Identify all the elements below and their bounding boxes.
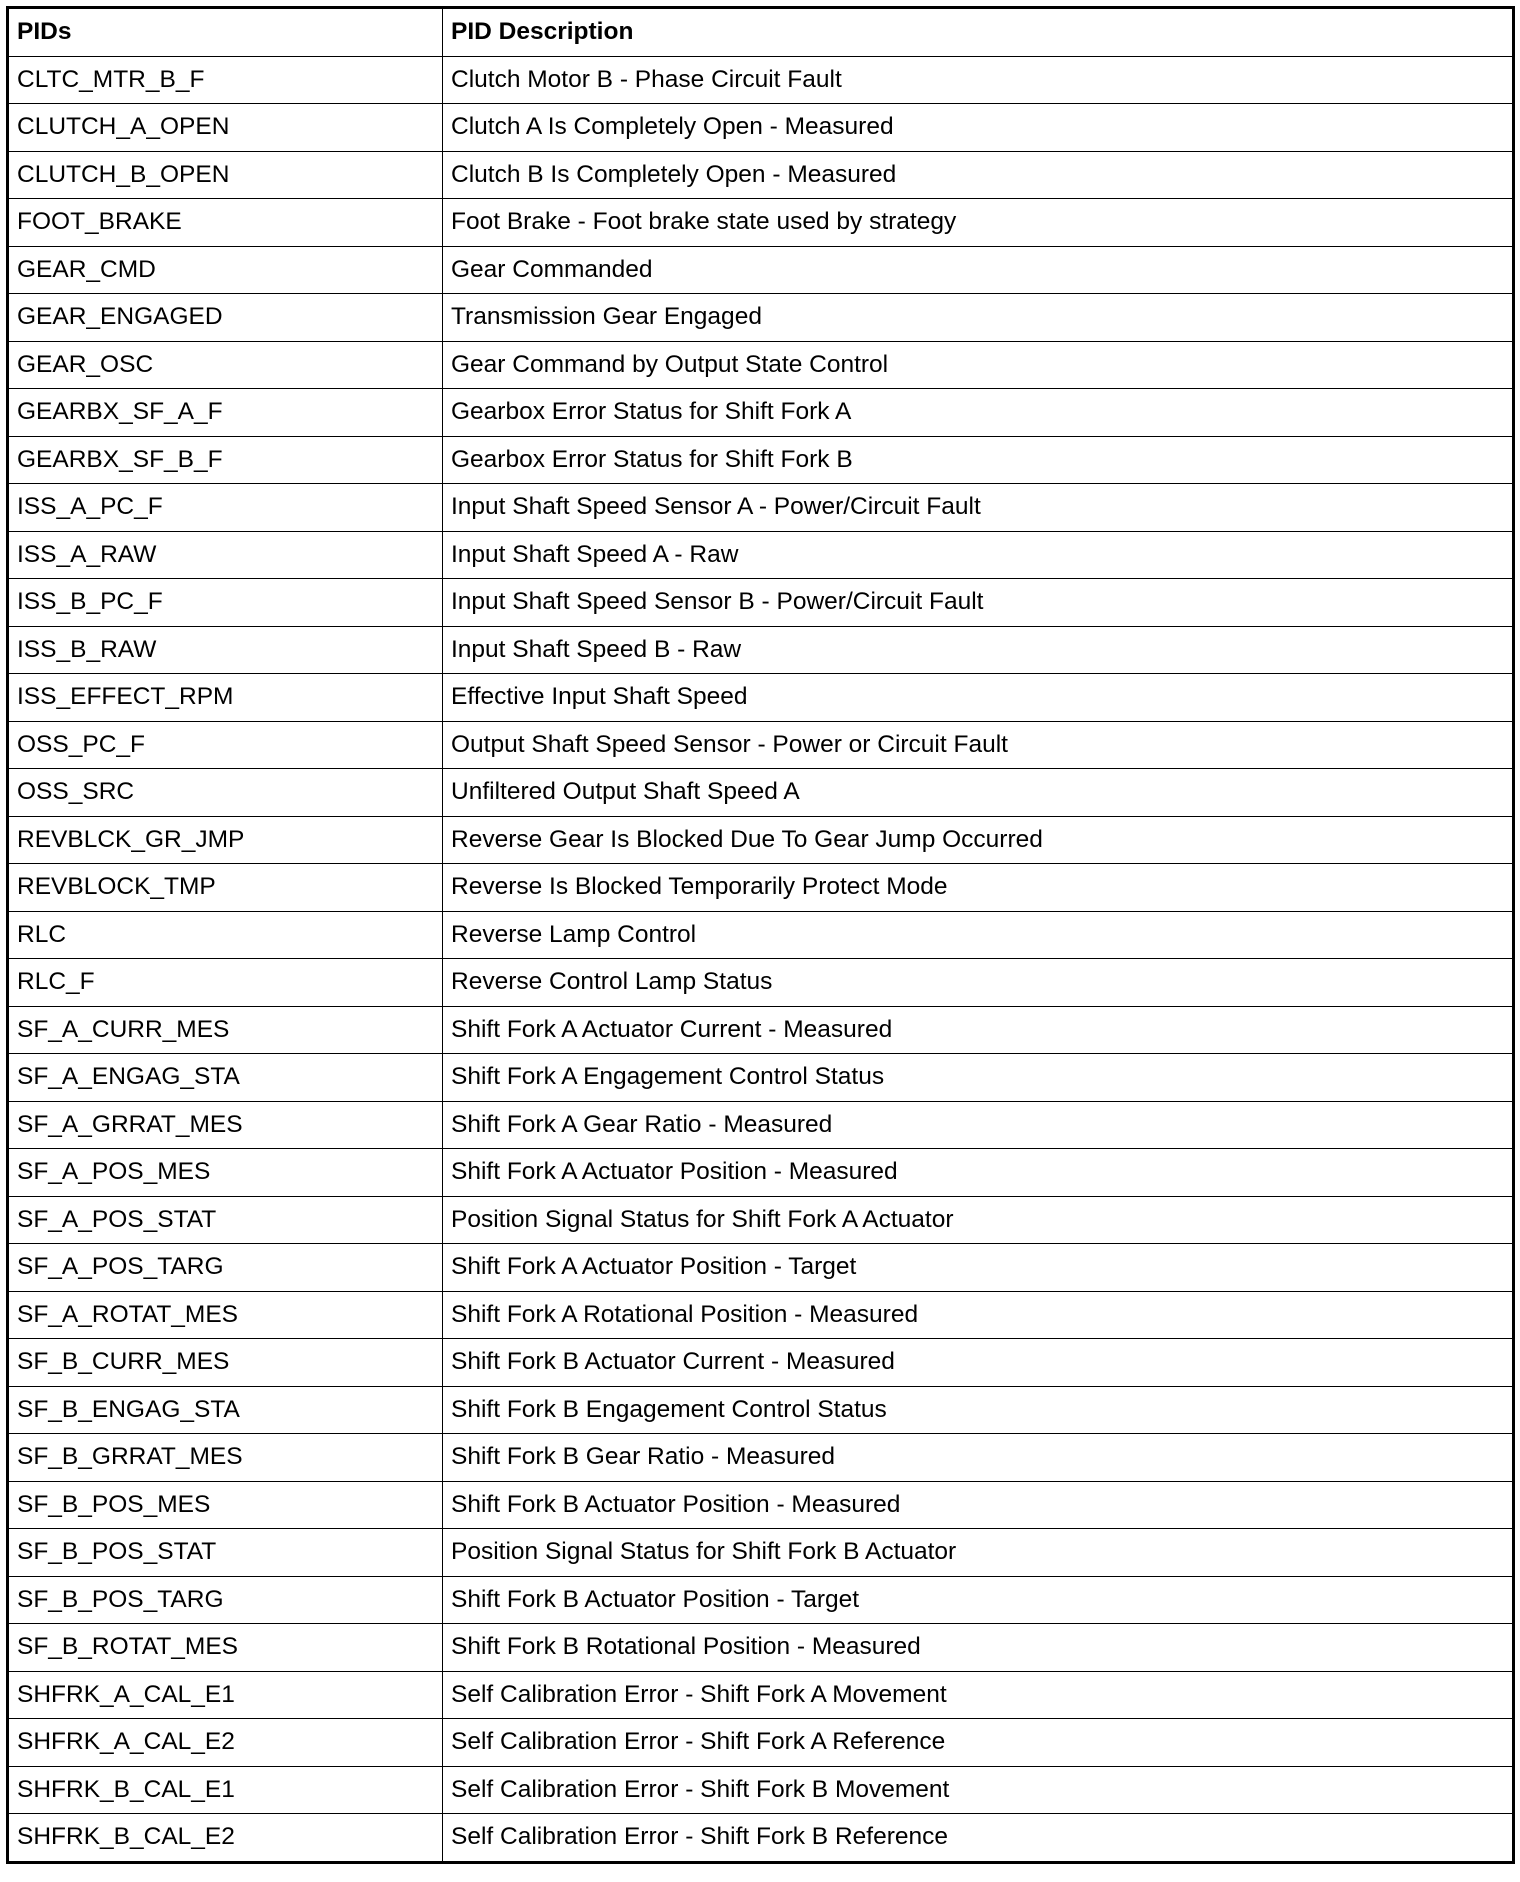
pid-description-cell: Foot Brake - Foot brake state used by strategy xyxy=(443,199,1514,247)
pid-description-cell: Input Shaft Speed A - Raw xyxy=(443,531,1514,579)
pid-description-cell: Transmission Gear Engaged xyxy=(443,294,1514,342)
pid-description-cell: Clutch A Is Completely Open - Measured xyxy=(443,104,1514,152)
pid-cell: SF_B_POS_STAT xyxy=(8,1529,443,1577)
table-body xyxy=(8,56,1514,1862)
table-row xyxy=(8,484,1514,532)
pid-description-cell: Shift Fork B Actuator Position - Measured xyxy=(443,1481,1514,1529)
table-row xyxy=(8,721,1514,769)
pid-cell: CLTC_MTR_B_F xyxy=(8,56,443,104)
pid-cell: SHFRK_A_CAL_E1 xyxy=(8,1671,443,1719)
pid-cell: SF_B_ROTAT_MES xyxy=(8,1624,443,1672)
pid-description-cell: Shift Fork A Gear Ratio - Measured xyxy=(443,1101,1514,1149)
table-row xyxy=(8,626,1514,674)
pid-cell: GEARBX_SF_B_F xyxy=(8,436,443,484)
pid-description-cell: Self Calibration Error - Shift Fork A Reference xyxy=(443,1719,1514,1767)
table-row xyxy=(8,1006,1514,1054)
pid-cell: SF_A_POS_MES xyxy=(8,1149,443,1197)
table-row xyxy=(8,104,1514,152)
pid-cell: SHFRK_A_CAL_E2 xyxy=(8,1719,443,1767)
pid-description-cell: Shift Fork B Actuator Current - Measured xyxy=(443,1339,1514,1387)
table-row xyxy=(8,959,1514,1007)
table-row xyxy=(8,579,1514,627)
table-row xyxy=(8,1054,1514,1102)
pid-cell: ISS_EFFECT_RPM xyxy=(8,674,443,722)
pid-cell: GEAR_ENGAGED xyxy=(8,294,443,342)
pid-description-cell: Input Shaft Speed Sensor B - Power/Circuit Fault xyxy=(443,579,1514,627)
pid-cell: GEARBX_SF_A_F xyxy=(8,389,443,437)
pid-description-cell: Shift Fork B Gear Ratio - Measured xyxy=(443,1434,1514,1482)
table-row xyxy=(8,151,1514,199)
table-row xyxy=(8,1529,1514,1577)
pid-description-cell: Input Shaft Speed B - Raw xyxy=(443,626,1514,674)
table-row xyxy=(8,1434,1514,1482)
pid-cell: GEAR_OSC xyxy=(8,341,443,389)
pid-description-cell: Output Shaft Speed Sensor - Power or Circuit Fault xyxy=(443,721,1514,769)
pid-description-cell: Reverse Gear Is Blocked Due To Gear Jump Occurred xyxy=(443,816,1514,864)
table-row xyxy=(8,1244,1514,1292)
table-row xyxy=(8,341,1514,389)
pid-description-cell: Gear Command by Output State Control xyxy=(443,341,1514,389)
table-row xyxy=(8,674,1514,722)
pid-description-cell: Shift Fork A Rotational Position - Measured xyxy=(443,1291,1514,1339)
table-row xyxy=(8,1386,1514,1434)
pid-description-cell: Unfiltered Output Shaft Speed A xyxy=(443,769,1514,817)
pid-cell: SF_B_POS_TARG xyxy=(8,1576,443,1624)
pid-description-cell: Effective Input Shaft Speed xyxy=(443,674,1514,722)
pid-cell: FOOT_BRAKE xyxy=(8,199,443,247)
table-row xyxy=(8,1481,1514,1529)
pid-description-cell: Shift Fork A Engagement Control Status xyxy=(443,1054,1514,1102)
pid-description-cell: Reverse Is Blocked Temporarily Protect Mode xyxy=(443,864,1514,912)
table-row xyxy=(8,294,1514,342)
pid-description-cell: Shift Fork B Rotational Position - Measured xyxy=(443,1624,1514,1672)
table-row xyxy=(8,816,1514,864)
pid-cell: SF_B_GRRAT_MES xyxy=(8,1434,443,1482)
table-row xyxy=(8,531,1514,579)
pid-cell: SF_A_POS_TARG xyxy=(8,1244,443,1292)
table-row xyxy=(8,1624,1514,1672)
pid-cell: CLUTCH_B_OPEN xyxy=(8,151,443,199)
pid-description-cell: Reverse Lamp Control xyxy=(443,911,1514,959)
pid-cell: ISS_B_PC_F xyxy=(8,579,443,627)
pid-description-cell: Shift Fork A Actuator Current - Measured xyxy=(443,1006,1514,1054)
table-row xyxy=(8,436,1514,484)
pid-cell: ISS_A_PC_F xyxy=(8,484,443,532)
table-row xyxy=(8,1766,1514,1814)
table-row xyxy=(8,1196,1514,1244)
table-row xyxy=(8,1339,1514,1387)
pid-cell: OSS_SRC xyxy=(8,769,443,817)
pid-description-cell: Shift Fork A Actuator Position - Measured xyxy=(443,1149,1514,1197)
pid-description-cell: Input Shaft Speed Sensor A - Power/Circuit Fault xyxy=(443,484,1514,532)
pid-description-cell: Self Calibration Error - Shift Fork B Movement xyxy=(443,1766,1514,1814)
table-row xyxy=(8,1671,1514,1719)
pid-description-cell: Shift Fork B Actuator Position - Target xyxy=(443,1576,1514,1624)
pid-description-cell: Clutch Motor B - Phase Circuit Fault xyxy=(443,56,1514,104)
table-row xyxy=(8,56,1514,104)
pid-cell: SF_A_ENGAG_STA xyxy=(8,1054,443,1102)
table-row xyxy=(8,1576,1514,1624)
pid-description-cell: Shift Fork A Actuator Position - Target xyxy=(443,1244,1514,1292)
pid-cell: RLC xyxy=(8,911,443,959)
pid-cell: SF_A_GRRAT_MES xyxy=(8,1101,443,1149)
table-row xyxy=(8,1291,1514,1339)
table-row xyxy=(8,1101,1514,1149)
pid-cell: SF_B_CURR_MES xyxy=(8,1339,443,1387)
pid-cell: SF_B_ENGAG_STA xyxy=(8,1386,443,1434)
pid-description-cell: Shift Fork B Engagement Control Status xyxy=(443,1386,1514,1434)
pid-description-cell: Clutch B Is Completely Open - Measured xyxy=(443,151,1514,199)
column-header-pid-description: PID Description xyxy=(443,8,1514,57)
table-row xyxy=(8,1719,1514,1767)
pid-description-cell: Reverse Control Lamp Status xyxy=(443,959,1514,1007)
pid-description-cell: Position Signal Status for Shift Fork A Actuator xyxy=(443,1196,1514,1244)
pid-table xyxy=(6,6,1515,1864)
table-row xyxy=(8,389,1514,437)
pid-cell: CLUTCH_A_OPEN xyxy=(8,104,443,152)
pid-cell: SF_A_CURR_MES xyxy=(8,1006,443,1054)
pid-cell: REVBLOCK_TMP xyxy=(8,864,443,912)
pid-cell: SF_A_ROTAT_MES xyxy=(8,1291,443,1339)
table-row xyxy=(8,246,1514,294)
table-row xyxy=(8,1814,1514,1863)
pid-description-cell: Self Calibration Error - Shift Fork B Reference xyxy=(443,1814,1514,1863)
table-header-row xyxy=(8,8,1514,57)
table-row xyxy=(8,769,1514,817)
pid-cell: RLC_F xyxy=(8,959,443,1007)
pid-cell: REVBLCK_GR_JMP xyxy=(8,816,443,864)
pid-cell: SHFRK_B_CAL_E2 xyxy=(8,1814,443,1863)
column-header-pids: PIDs xyxy=(8,8,443,57)
pid-cell: OSS_PC_F xyxy=(8,721,443,769)
table-row xyxy=(8,199,1514,247)
pid-cell: ISS_B_RAW xyxy=(8,626,443,674)
pid-description-cell: Gearbox Error Status for Shift Fork A xyxy=(443,389,1514,437)
pid-description-cell: Self Calibration Error - Shift Fork A Movement xyxy=(443,1671,1514,1719)
pid-description-cell: Position Signal Status for Shift Fork B Actuator xyxy=(443,1529,1514,1577)
pid-cell: SF_B_POS_MES xyxy=(8,1481,443,1529)
pid-cell: GEAR_CMD xyxy=(8,246,443,294)
table-row xyxy=(8,864,1514,912)
table-row xyxy=(8,911,1514,959)
pid-cell: SF_A_POS_STAT xyxy=(8,1196,443,1244)
table-row xyxy=(8,1149,1514,1197)
pid-cell: SHFRK_B_CAL_E1 xyxy=(8,1766,443,1814)
pid-description-cell: Gearbox Error Status for Shift Fork B xyxy=(443,436,1514,484)
pid-description-cell: Gear Commanded xyxy=(443,246,1514,294)
pid-cell: ISS_A_RAW xyxy=(8,531,443,579)
